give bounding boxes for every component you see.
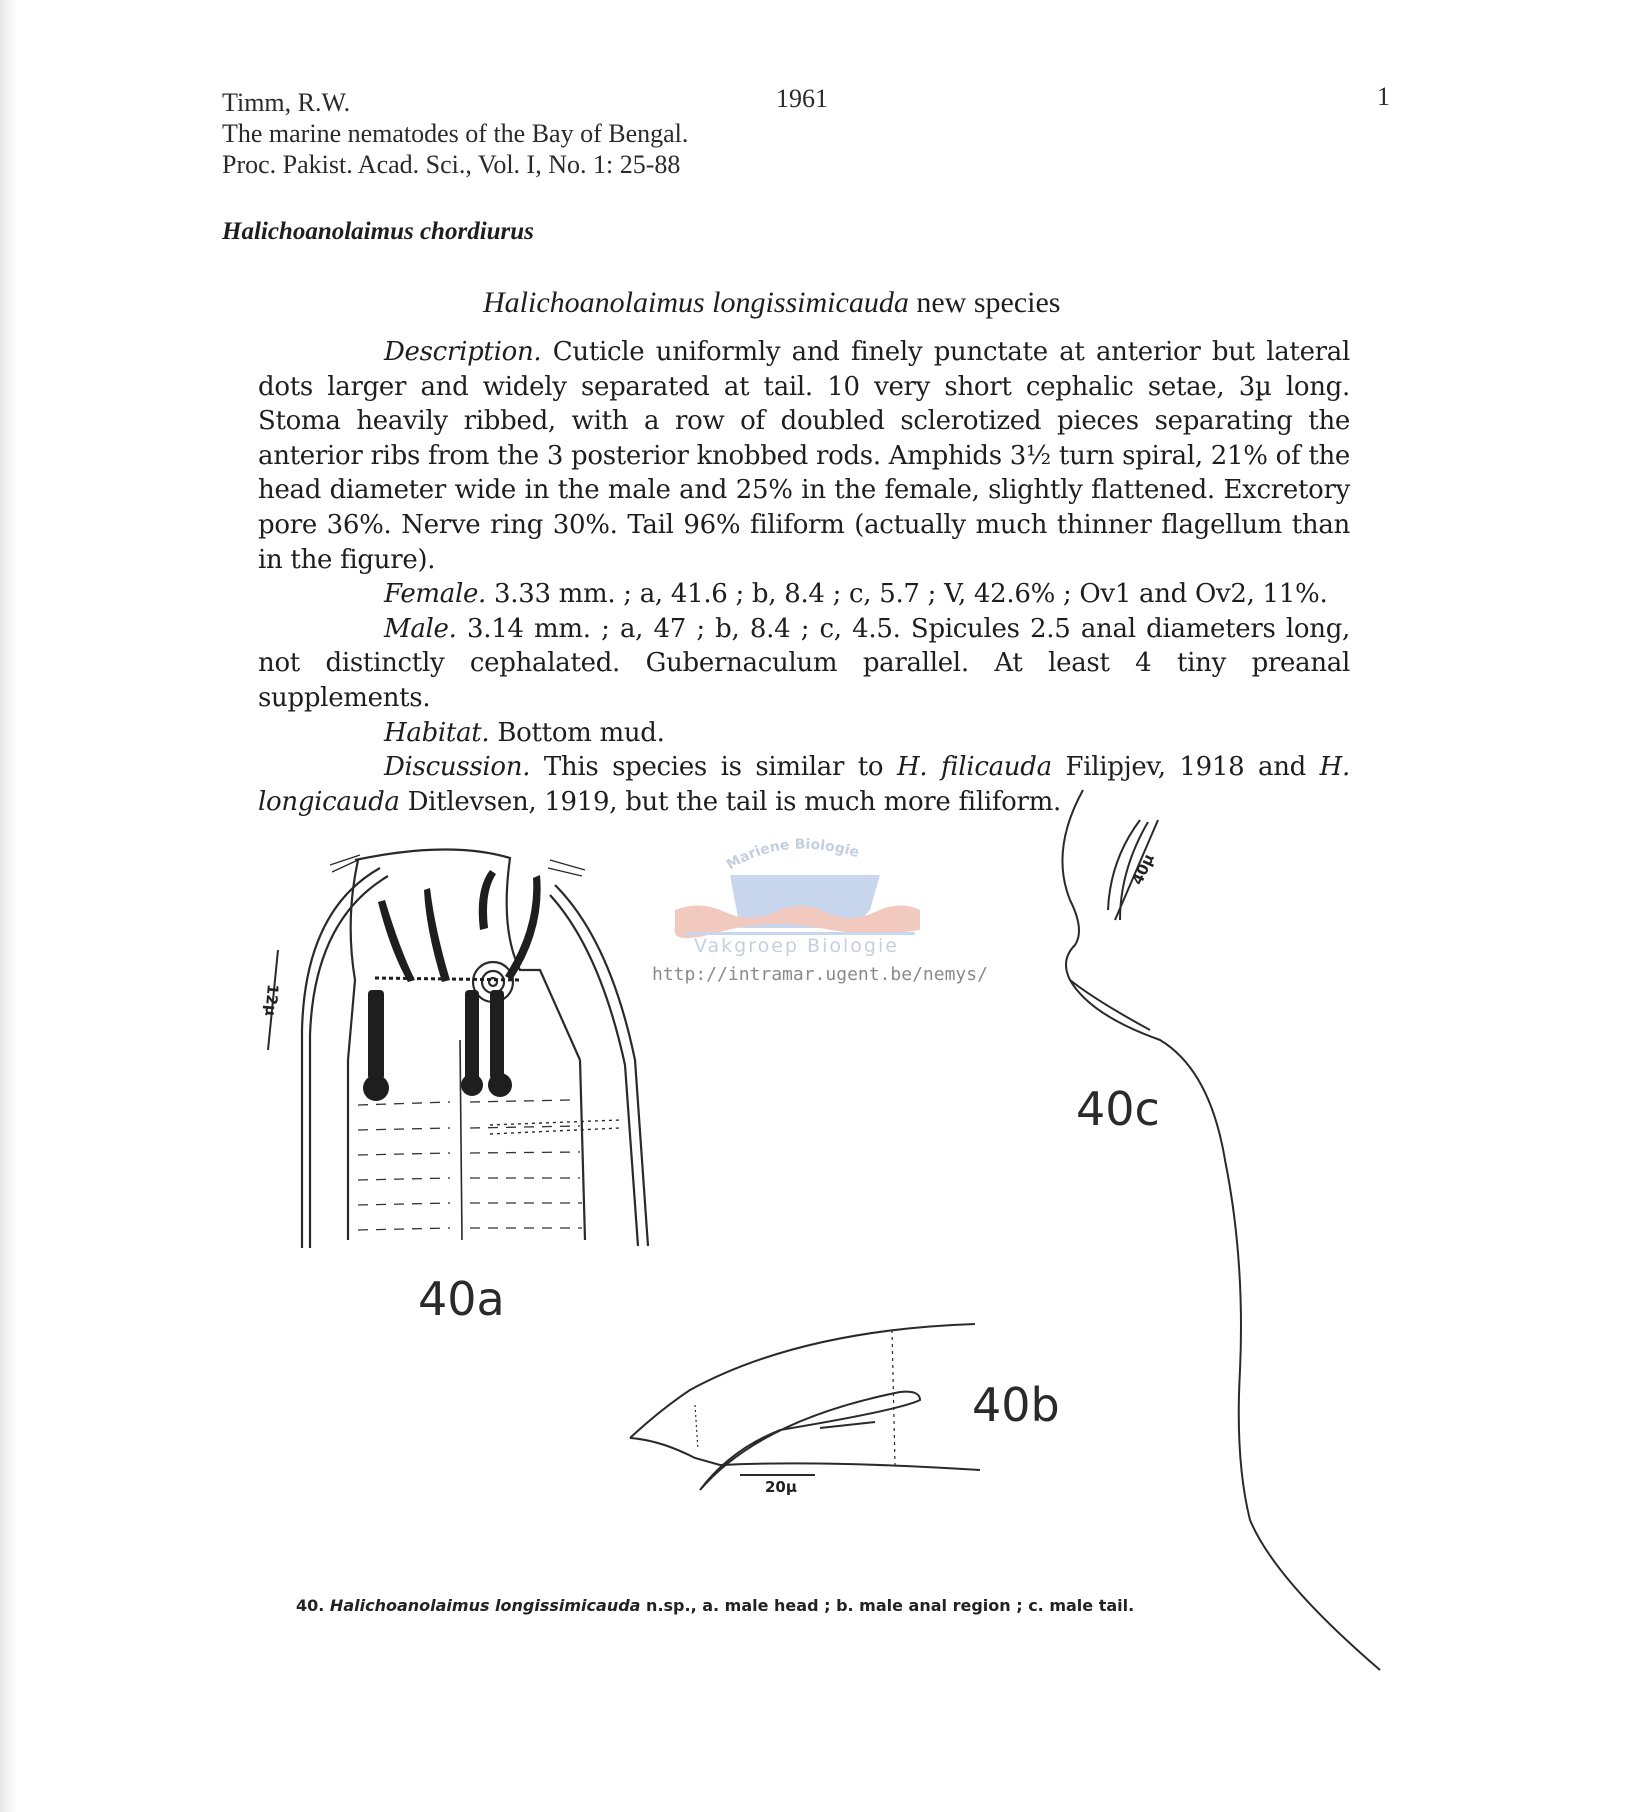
habitat-text: Bottom mud. (497, 717, 665, 748)
figure-label-40c: 40c (1076, 1082, 1160, 1136)
scale-label-40b: 20µ (765, 1478, 797, 1496)
esophagus-striation-3 (358, 1152, 580, 1155)
male-text: 3.14 mm. ; a, 47 ; b, 8.4 ; c, 4.5. Spicules 2.5 anal diameters long, not distinctly cephalated. Gubernaculum parallel. At least 4 tiny preanal supplements. (258, 613, 1351, 713)
genus-heading: Halichoanolaimus chordiurus (222, 218, 534, 245)
esophagus-right (580, 1060, 585, 1240)
caption-number: 40. (296, 1596, 325, 1615)
habitat-label: Habitat. (384, 717, 490, 748)
scale-label-40c: 40µ (1128, 851, 1158, 888)
stoma-rib-2 (424, 888, 450, 982)
year: 1961 (776, 84, 828, 113)
species-title (483, 286, 1060, 320)
figure-40b-male-anal-region (620, 1310, 1000, 1510)
rod-knob-mid (461, 1074, 483, 1096)
description-text: Cuticle uniformly and finely punctate at anterior but lateral dots larger and widely separated at tail. 10 very short cephalic setae, 3µ long. Stoma heavily ribbed, with a row of doubled sclerotized pieces separating the anterior ribs from the 3 posterior knobbed rods. Amphids 3½ turn spiral, 21% of the head diameter wide in the male and 25% in the female, slightly flattened. Excretory pore 36%. Nerve ring 30%. Tail 96% filiform (actually much thinner flagellum than in the figure). (258, 337, 1351, 575)
esophagus-striation-4 (358, 1178, 580, 1180)
discussion-post: Ditlevsen, 1919, but the tail is much more filiform. (407, 786, 1061, 817)
reference-title: The marine nematodes of the Bay of Bengal. (222, 119, 689, 148)
figure-label-40a: 40a (418, 1272, 505, 1326)
scan-edge-shadow (0, 0, 16, 1812)
rod-knob-right (488, 1073, 512, 1097)
caption-rest: n.sp., a. male head ; b. male anal region ; c. male tail. (646, 1596, 1135, 1615)
description-label: Description. (384, 337, 542, 367)
esophagus-striation-2 (358, 1126, 580, 1130)
page-number: 1 (1377, 82, 1390, 111)
posterior-rod-right (490, 990, 504, 1080)
tail-dots (695, 1405, 698, 1450)
reference-citation: Proc. Pakist. Acad. Sci., Vol. I, No. 1: 25-88 (222, 150, 681, 179)
discussion-label: Discussion. (384, 752, 531, 783)
esophagus-lumen (460, 1040, 462, 1240)
watermark-arc-text: Mariene Biologie (723, 836, 861, 874)
tail-outline (1062, 790, 1380, 1670)
scale-label-40a: 12µ (261, 983, 282, 1017)
stoma-rib-1 (378, 900, 415, 982)
watermark-group-text: Vakgroep Biologie (694, 935, 899, 957)
discussion-mid: Filipjev, 1918 and (1065, 752, 1306, 783)
female-paragraph (258, 577, 1350, 612)
posterior-rod-left (368, 990, 384, 1080)
watermark-url: http://intramar.ugent.be/nemys/ (652, 964, 988, 985)
male-paragraph (258, 612, 1350, 716)
description-paragraph (258, 335, 1350, 577)
tail-ventral-outline (630, 1438, 720, 1465)
figure-40c-male-tail (1030, 780, 1430, 1680)
rod-knob-left (363, 1075, 389, 1101)
stoma-rib-4 (505, 875, 541, 980)
discussion-species-1: H. filicauda (896, 752, 1052, 783)
author: Timm, R.W. (222, 88, 351, 117)
male-label: Male. (384, 613, 457, 644)
discussion-pre: This species is similar to (543, 752, 884, 783)
gubernaculum (820, 1422, 875, 1428)
esophagus-striation-5 (358, 1203, 582, 1205)
cephalic-seta-right (548, 860, 585, 876)
body-ventral-outline (720, 1463, 980, 1470)
figure-label-40b: 40b (972, 1378, 1060, 1432)
habitat-paragraph (258, 716, 1350, 751)
sclerotized-pieces-row (375, 978, 520, 980)
species-description (258, 335, 1350, 819)
female-text: 3.33 mm. ; a, 41.6 ; b, 8.4 ; c, 5.7 ; V, 42.6% ; Ov1 and Ov2, 11%. (494, 579, 1328, 610)
caption-species: Halichoanolaimus longissimicauda (329, 1596, 641, 1615)
watermark-logo (670, 820, 930, 950)
anal-diameter-line (892, 1330, 895, 1465)
head-inner-cuticle-right (550, 895, 638, 1246)
figure-caption (296, 1596, 1134, 1615)
species-name: Halichoanolaimus longissimicauda (483, 286, 909, 319)
posterior-rod-mid (465, 990, 479, 1080)
esophagus-striation-6 (358, 1228, 582, 1230)
discussion-species-2: H. longicauda (258, 752, 1351, 817)
figure-40a-male-head (250, 830, 670, 1250)
species-suffix: new species (916, 286, 1061, 319)
stoma-rib-3 (479, 870, 496, 930)
amphid-mid-spiral (482, 971, 504, 993)
tail-ventral-curve (1070, 980, 1150, 1030)
esophagus-striation-1 (358, 1100, 570, 1105)
female-label: Female. (384, 579, 487, 610)
